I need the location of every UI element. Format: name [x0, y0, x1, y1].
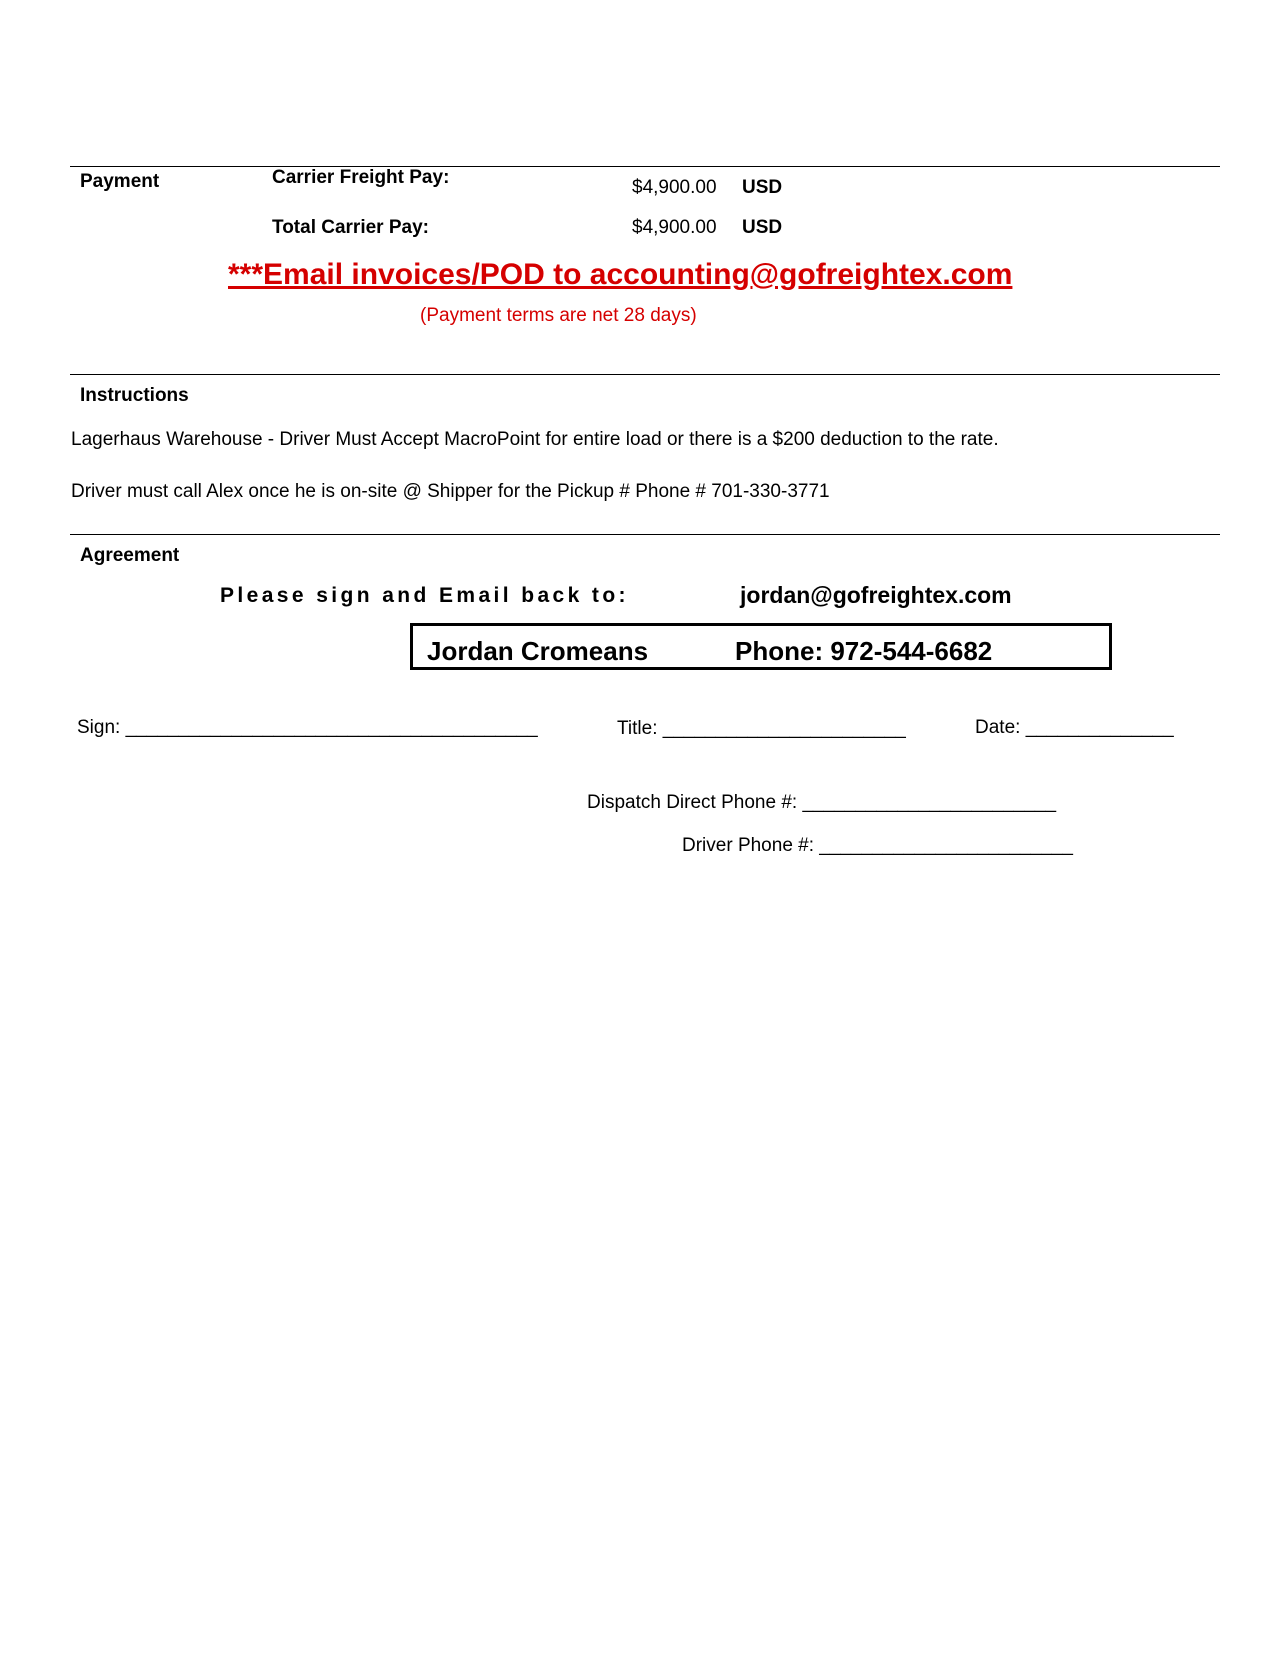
payment-terms-note: (Payment terms are net 28 days) [420, 305, 697, 326]
date-label: Date: [975, 717, 1021, 738]
dispatch-phone-field[interactable] [587, 792, 1056, 814]
instruction-line-1: Lagerhaus Warehouse - Driver Must Accept MacroPoint for entire load or there is a $200 deduction to the rate. [71, 429, 999, 450]
driver-phone-label: Driver Phone #: [682, 835, 815, 856]
title-label: Title: [617, 718, 658, 739]
sign-field[interactable] [77, 717, 538, 739]
email-invoices-notice[interactable]: ***Email invoices/POD to accounting@gofreightex.com [228, 258, 1013, 291]
driver-phone-line: ________________________ [819, 835, 1073, 856]
carrier-freight-pay-label: Carrier Freight Pay: [272, 167, 450, 188]
dispatch-phone-label: Dispatch Direct Phone #: [587, 792, 798, 813]
sign-label: Sign: [77, 717, 121, 738]
total-carrier-pay-currency: USD [742, 217, 783, 238]
title-line: _______________________ [662, 718, 906, 739]
agreement-section-label: Agreement [80, 545, 180, 566]
carrier-freight-pay-amount: $4,900.00 [632, 177, 717, 198]
date-field[interactable] [975, 717, 1174, 739]
driver-phone-field[interactable] [682, 835, 1073, 857]
contact-name: Jordan Cromeans [427, 636, 649, 666]
dispatch-phone-line: ________________________ [802, 792, 1057, 813]
sign-email-address[interactable]: jordan@gofreightex.com [740, 582, 1012, 608]
payment-section-label: Payment [80, 171, 160, 192]
agreement-top-rule [70, 534, 1220, 535]
total-carrier-pay-label: Total Carrier Pay: [272, 217, 429, 238]
carrier-freight-pay-currency: USD [742, 177, 783, 198]
sign-email-prompt: Please sign and Email back to: [220, 584, 629, 607]
payment-top-rule [70, 166, 1220, 167]
instructions-section-label: Instructions [80, 385, 189, 406]
title-field[interactable] [617, 718, 906, 740]
contact-box [410, 623, 1112, 670]
instruction-line-2: Driver must call Alex once he is on-site @ Shipper for the Pickup # Phone # 701-330-3771 [71, 481, 830, 502]
instructions-top-rule [70, 374, 1220, 375]
date-line: ______________ [1025, 717, 1174, 738]
sign-line: _______________________________________ [125, 717, 538, 738]
contact-phone: Phone: 972-544-6682 [735, 636, 993, 666]
total-carrier-pay-amount: $4,900.00 [632, 217, 717, 238]
